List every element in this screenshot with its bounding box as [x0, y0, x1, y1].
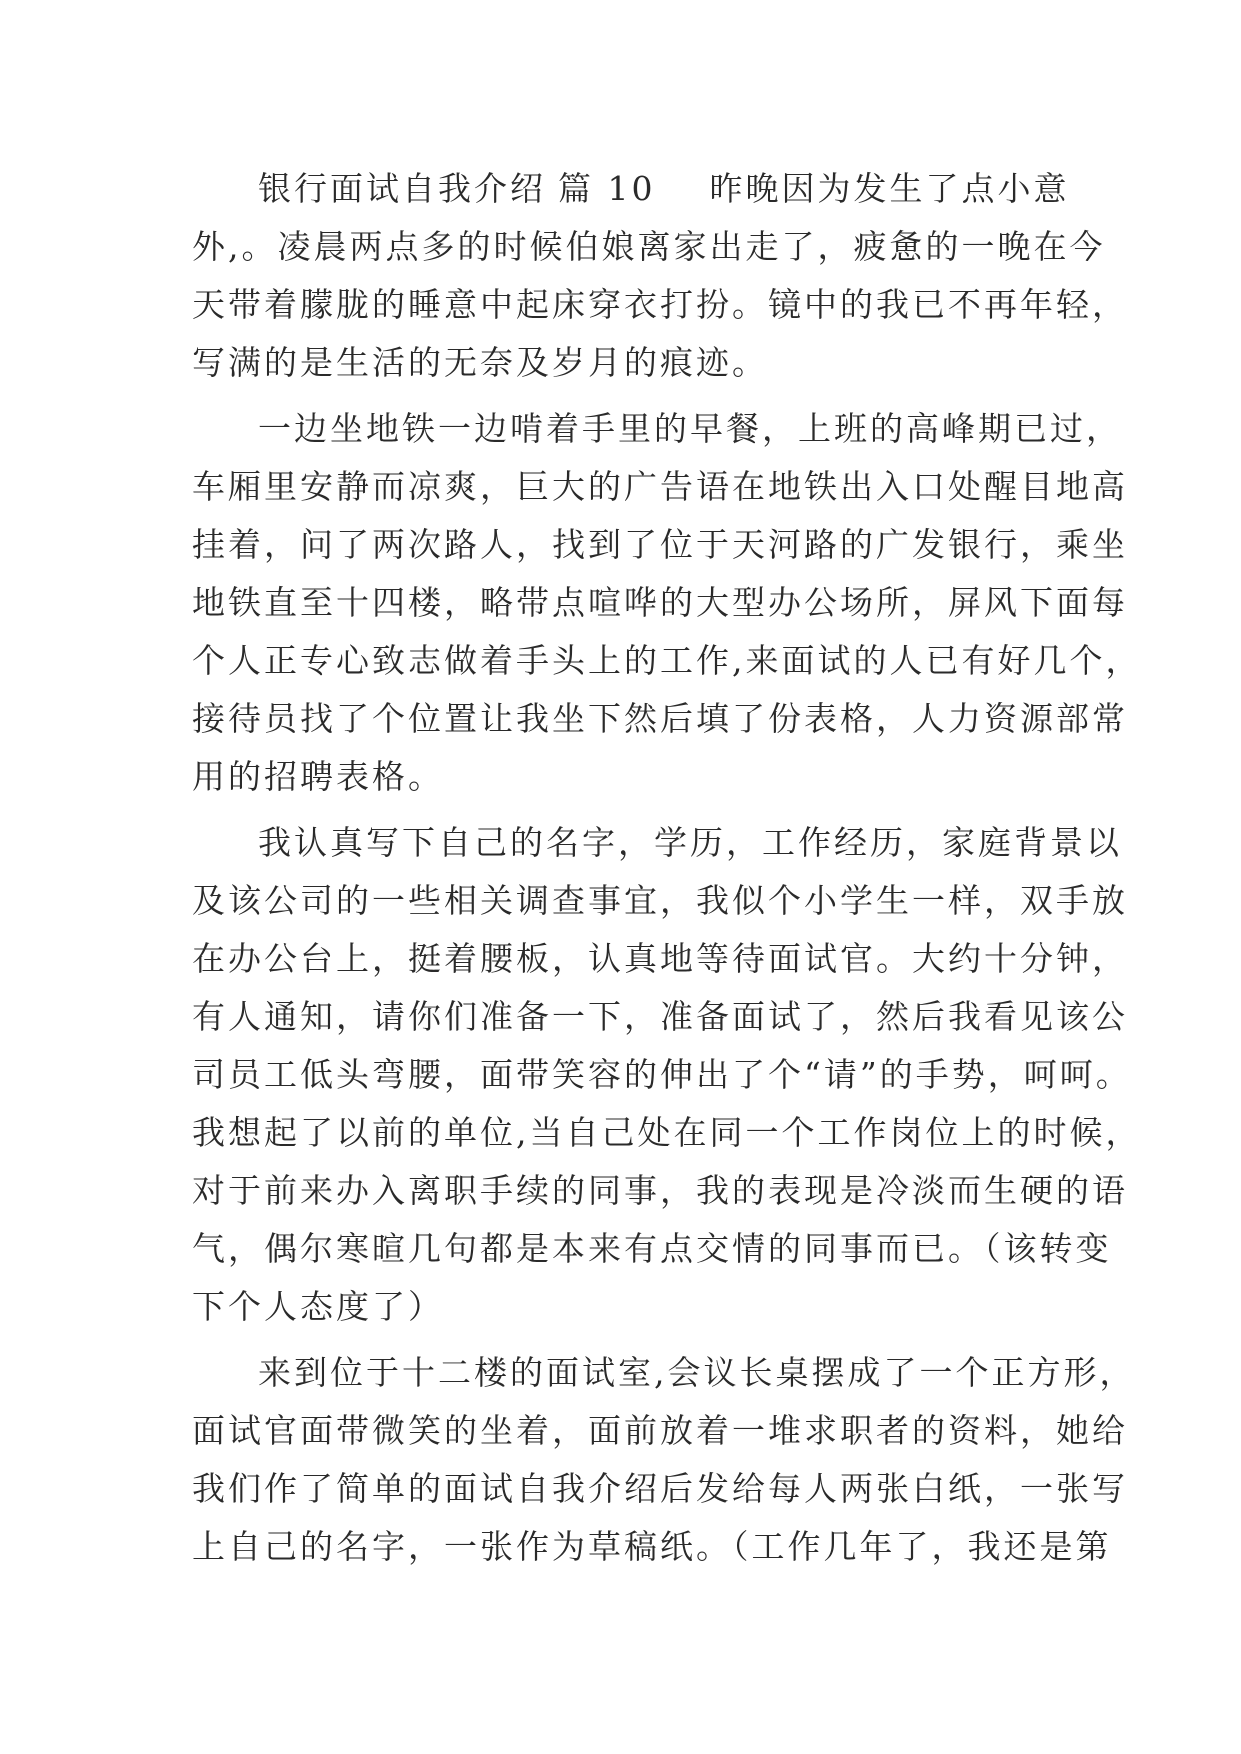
- paragraph-line: 挂着，问了两次路人，找到了位于天河路的广发银行，乘坐: [192, 525, 1128, 564]
- paragraph-line: 我想起了以前的单位,当自己处在同一个工作岗位上的时候，: [192, 1113, 1142, 1152]
- paragraph-line: 写满的是生活的无奈及岁月的痕迹。: [192, 343, 768, 382]
- paragraph-line: 气，偶尔寒暄几句都是本来有点交情的同事而已。（该转变: [192, 1229, 1112, 1268]
- section-number: 篇 10: [558, 169, 656, 208]
- paragraph-line: 我们作了简单的面试自我介绍后发给每人两张白纸，一张写: [192, 1469, 1128, 1508]
- paragraph-2: [192, 400, 1142, 806]
- paragraph-line: 司员工低头弯腰，面带笑容的伸出了个“请”的手势，呵呵。: [192, 1055, 1132, 1094]
- paragraph-line: 一边坐地铁一边啃着手里的早餐，上班的高峰期已过，: [258, 409, 1122, 448]
- paragraph-line: 用的招聘表格。: [192, 757, 444, 796]
- document-body: [192, 160, 1142, 1584]
- paragraph-line: 上自己的名字，一张作为草稿纸。（工作几年了，我还是第: [192, 1527, 1112, 1566]
- paragraph-line: 有人通知，请你们准备一下，准备面试了，然后我看见该公: [192, 997, 1128, 1036]
- paragraph-line: 及该公司的一些相关调查事宜，我似个小学生一样，双手放: [192, 881, 1128, 920]
- document-title: 银行面试自我介绍: [258, 169, 546, 208]
- paragraph-line: 来到位于十二楼的面试室,会议长桌摆成了一个正方形，: [258, 1353, 1136, 1392]
- paragraph-line: 在办公台上，挺着腰板，认真地等待面试官。大约十分钟，: [192, 939, 1128, 978]
- paragraph-line: [192, 160, 1070, 218]
- paragraph-line: 个人正专心致志做着手头上的工作,来面试的人已有好几个，: [192, 641, 1142, 680]
- paragraph-line: 地铁直至十四楼，略带点喧哗的大型办公场所，屏风下面每: [192, 583, 1128, 622]
- paragraph-line-text: 昨晚因为发生了点小意: [709, 169, 1070, 208]
- paragraph-line: 下个人态度了）: [192, 1287, 444, 1326]
- paragraph-line: 车厢里安静而凉爽，巨大的广告语在地铁出入口处醒目地高: [192, 467, 1128, 506]
- paragraph-line: 接待员找了个位置让我坐下然后填了份表格，人力资源部常: [192, 699, 1128, 738]
- paragraph-line: 天带着朦胧的睡意中起床穿衣打扮。镜中的我已不再年轻，: [192, 285, 1128, 324]
- paragraph-1: [192, 160, 1128, 392]
- paragraph-4: [192, 1344, 1136, 1576]
- paragraph-line: 面试官面带微笑的坐着，面前放着一堆求职者的资料，她给: [192, 1411, 1128, 1450]
- paragraph-3: [192, 814, 1142, 1336]
- paragraph-line: 我认真写下自己的名字，学历，工作经历，家庭背景以: [258, 823, 1122, 862]
- paragraph-line: 外,。凌晨两点多的时候伯娘离家出走了，疲惫的一晚在今: [192, 227, 1106, 266]
- paragraph-line: 对于前来办入离职手续的同事，我的表现是冷淡而生硬的语: [192, 1171, 1128, 1210]
